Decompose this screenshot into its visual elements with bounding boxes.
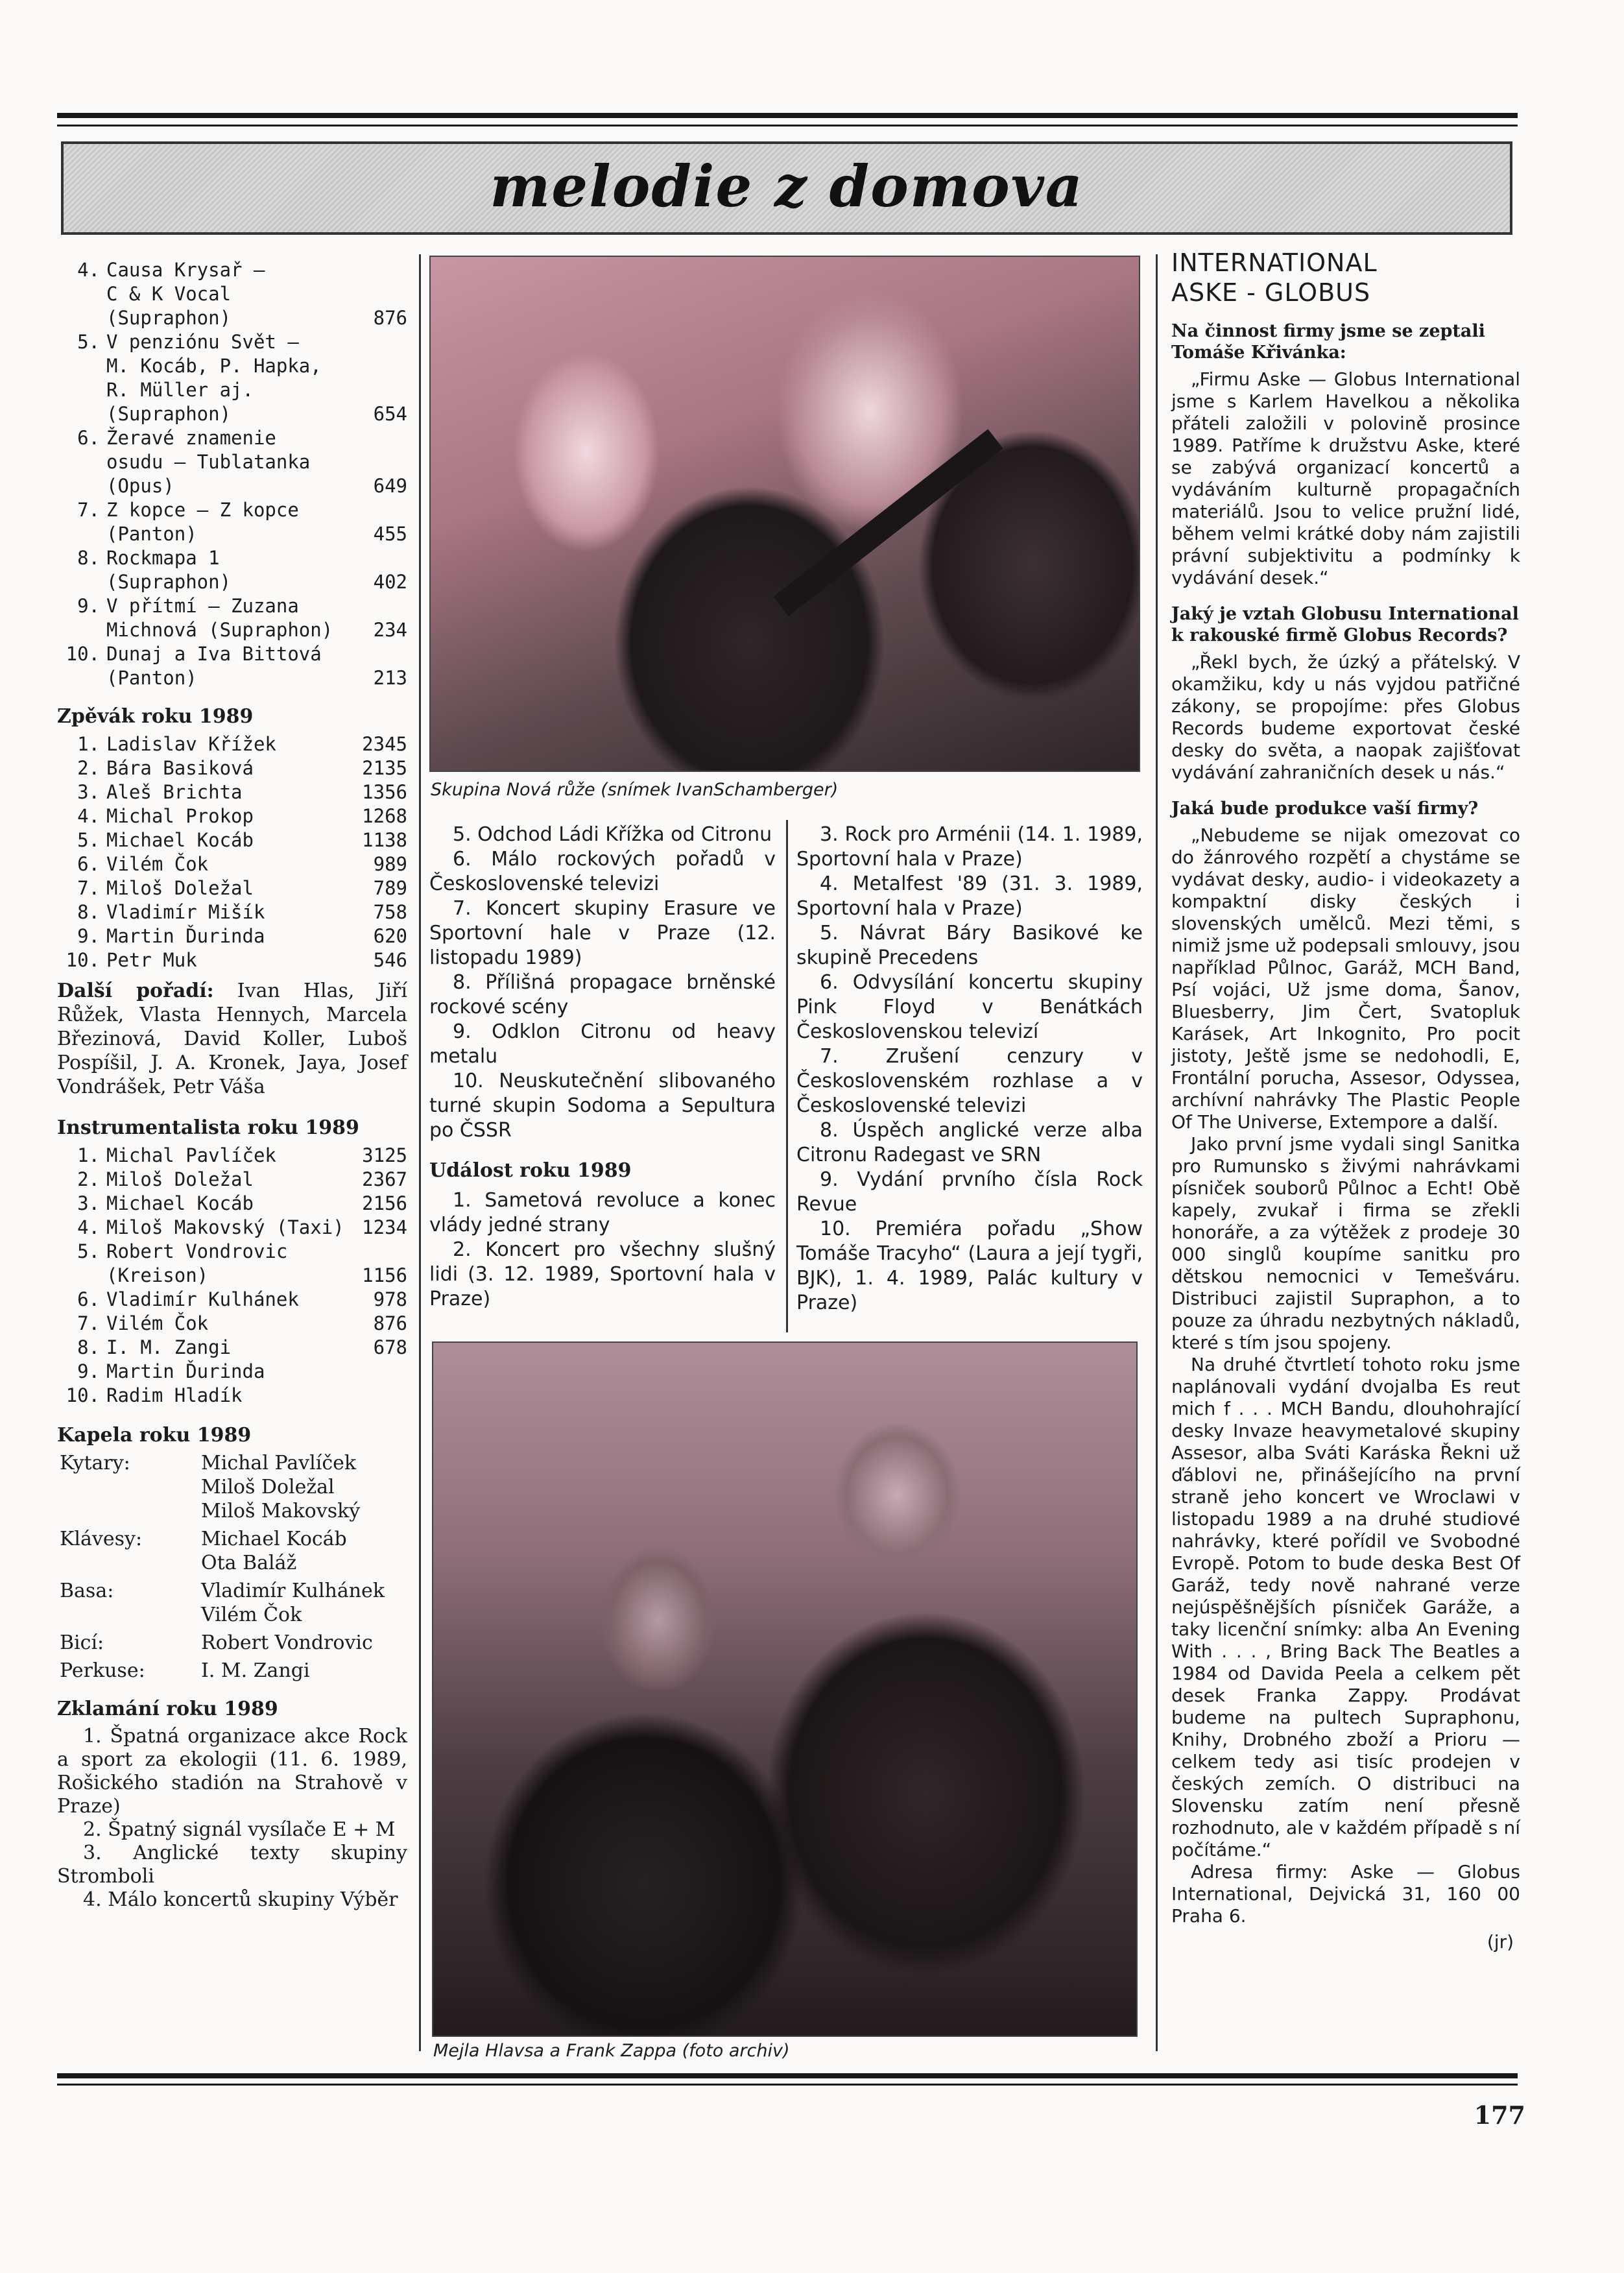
rank-number: 1. <box>77 733 100 755</box>
vote-count: 234 <box>373 619 407 641</box>
ranking-row <box>57 1144 407 1168</box>
artist-name: Michael Kocáb <box>106 1192 254 1214</box>
ranking-row <box>57 780 407 804</box>
event-heading: Událost roku 1989 <box>429 1159 632 1182</box>
banner-title: melodie z domova <box>490 152 1084 220</box>
band-row <box>57 1659 407 1683</box>
disappointment-item: 5. Odchod Ládi Křížka od Citronu <box>453 823 772 846</box>
vote-count: 455 <box>373 523 407 545</box>
column-separator <box>419 254 421 2051</box>
disappointment-item: 10. Neuskutečnění slibovaného turné skupin Sodoma a Sepultura po ČSSR <box>429 1070 776 1142</box>
album-line: C & K Vocal <box>106 283 232 305</box>
artist-name: Martin Ďurinda <box>106 925 265 947</box>
artist-name: Ladislav Křížek <box>106 733 276 755</box>
rank-number: 6. <box>77 853 100 875</box>
ranking-row <box>57 924 407 948</box>
bottom-rule-thick <box>57 2073 1518 2078</box>
disappointment-item: 9. Odklon Citronu od heavy metalu <box>429 1020 776 1068</box>
question-1: Na činnost firmy jsme se zeptali Tomáše Křivánka: <box>1171 321 1485 363</box>
ranking-row <box>57 1216 407 1240</box>
album-item <box>57 546 407 594</box>
rank-number: 6. <box>77 427 100 449</box>
artist-name: Vilém Čok <box>106 1312 209 1334</box>
album-line: (Panton) <box>106 667 197 689</box>
vote-count: 989 <box>373 853 407 875</box>
vote-count: 2367 <box>362 1168 407 1190</box>
rank-number: 10. <box>66 1384 100 1406</box>
disappointment-item: 7. Koncert skupiny Erasure ve Sportovní hale v Praze (12. listopadu 1989) <box>429 897 776 969</box>
album-item <box>57 330 407 426</box>
band-member: Michal Pavlíček <box>201 1452 357 1474</box>
band-heading: Kapela roku 1989 <box>57 1424 252 1447</box>
band-member: Vladimír Kulhánek <box>201 1580 385 1602</box>
interview-title-line2: ASKE - GLOBUS <box>1171 278 1371 307</box>
guitar-neck-shape <box>773 429 1003 616</box>
album-line: (Opus) <box>106 475 174 497</box>
event-list-cont <box>796 823 1143 1316</box>
ranking-row <box>57 1360 407 1384</box>
ranking-row <box>57 852 407 876</box>
band-member: Robert Vondrovic <box>201 1631 373 1654</box>
rank-number: 7. <box>77 877 100 899</box>
rank-number: 5. <box>77 1240 100 1262</box>
band-row <box>57 1579 407 1627</box>
band-members <box>201 1579 407 1627</box>
interview-column <box>1171 248 1520 1953</box>
event-item: 6. Odvysílání koncertu skupiny Pink Floyd v Benátkách Československou televizí <box>796 971 1143 1043</box>
event-item: 9. Vydání prvního čísla Rock Revue <box>796 1168 1143 1216</box>
rank-number: 4. <box>77 259 100 281</box>
vote-count: 978 <box>373 1288 407 1310</box>
vote-count: 758 <box>373 901 407 923</box>
album-line: Žeravé znamenie <box>106 427 276 449</box>
disappointment-item: 6. Málo rockových pořadů v Československé televizi <box>429 848 776 895</box>
artist-name: Miloš Makovský (Taxi) <box>106 1216 344 1238</box>
band-role: Kytary: <box>60 1452 130 1474</box>
mid-left-column <box>429 823 776 1312</box>
event-item: 10. Premiéra pořadu „Show Tomáše Tracyho“ (Laura a její tygři, BJK), 1. 4. 1989, Palác kultury v Praze) <box>796 1218 1143 1314</box>
answer-1: „Firmu Aske — Globus International jsme s Karlem Havelkou a několika přáteli založili v polovině prosince 1989. Patříme k družstvu Aske, které se zabývá organizací koncertů a vydáváním kulturně propagačních materiálů. Jsou to velice pružní lidé, během velmi krátké doby nám zajistili právní subjektivitu a podmínky k vydávání desek.“ <box>1171 368 1520 588</box>
question-3: Jaká bude produkce vaší firmy? <box>1171 799 1479 819</box>
rank-number: 8. <box>77 1336 100 1358</box>
band-role: Basa: <box>60 1580 114 1602</box>
band-member: Michael Kocáb <box>201 1528 347 1550</box>
disappointment-heading: Zklamání roku 1989 <box>57 1698 278 1720</box>
album-line: (Supraphon) <box>106 307 232 329</box>
vote-count: 1138 <box>362 829 407 851</box>
album-title <box>106 498 355 546</box>
event-item: 4. Metalfest '89 (31. 3. 1989, Sportovní hala v Praze) <box>796 872 1143 920</box>
artist-name: Robert Vondrovic (Kreison) <box>106 1240 288 1286</box>
vote-count: 620 <box>373 925 407 947</box>
band-row <box>57 1451 407 1523</box>
disappointment-item: 2. Špatný signál vysílače E + M <box>83 1818 396 1841</box>
singer-heading: Zpěvák roku 1989 <box>57 705 254 728</box>
others-label: Další pořadí: <box>57 980 214 1002</box>
vote-count: 654 <box>373 403 407 425</box>
answer-5: Na druhé čtvrtletí tohoto roku jsme naplánovali vydání dvojalba Es reut mich f . . . MCH Bandu, dlouhohrající desky Invaze heavymetalové skupiny Assesor, alba Sváti Karáska Řekni už ďáblovi ne, přinášejícího na první straně jeho koncert ve Wroclawi v listopadu 1989 a na druhé studiové nahrávky, které pořídil ve Svobodné Evropě. Potom to bude deska Best Of Garáž, tedy nově nahrané verze nejúspěšnějších písniček Garáže, a taky licenční snímky: alba An Evening With . . . , Bring Back The Beatles a 1984 od Davida Peela a celkem pět desek Franka Zappy. Prodávat budeme na pultech Supraphonu, Knihy, Drobného zboží a Prioru — celkem tedy asi tisíc prodejen v českých zemích. O distribuci na Slovensku zatím není přesně rozhodnuto, ale v každém případě s ní počítáme.“ <box>1171 1354 1520 1860</box>
photo-caption-2: Mejla Hlavsa a Frank Zappa (foto archiv) <box>433 2041 790 2061</box>
album-title <box>106 546 355 594</box>
album-item <box>57 258 407 330</box>
disappointment-list-cont <box>429 823 776 1143</box>
vote-count: 876 <box>373 1312 407 1334</box>
vote-count: 876 <box>373 307 407 329</box>
artist-name: Michal Prokop <box>106 805 254 827</box>
ranking-row <box>57 1384 407 1408</box>
band-lineup <box>57 1451 407 1683</box>
album-title <box>106 426 355 498</box>
album-title <box>106 330 355 426</box>
artist-name: Radim Hladík <box>106 1384 243 1406</box>
band-members <box>201 1527 407 1575</box>
vote-count: 2156 <box>362 1192 407 1214</box>
ranking-row <box>57 1192 407 1216</box>
answer-3: „Nebudeme se nijak omezovat co do žánrového rozpětí a chystáme se vydávat desky, audio- i videokazety a kompaktní disky českých i slovenských umělců. Mezi těmi, s nimiž jsme už podepsali smlouvy, jsou například Půlnoc, Garáž, MCH Band, Psí vojáci, Už jsme doma, Šanov, Bluesberry, Jim Čert, Svatopluk Karásek, Art Inkognito, Pro pocit jistoty, Ještě jsme se nedohodli, E, Frontální porucha, Assesor, Odyssea, archívní nahrávky The Plastic People Of The Universe, Extempore a další. <box>1171 824 1520 1133</box>
rank-number: 7. <box>77 499 100 521</box>
interview-title-line1: INTERNATIONAL <box>1171 248 1378 277</box>
ranking-row <box>57 900 407 924</box>
vote-count: 546 <box>373 949 407 971</box>
band-member: Miloš Makovský <box>201 1500 361 1522</box>
top-rule-thin <box>57 125 1518 126</box>
vote-count: 1268 <box>362 805 407 827</box>
album-line: R. Müller aj. <box>106 379 254 401</box>
band-members <box>201 1451 407 1523</box>
vote-count: 1156 <box>362 1264 407 1286</box>
album-line: (Supraphon) <box>106 571 232 593</box>
ranking-row <box>57 1336 407 1360</box>
band-members <box>201 1659 407 1683</box>
band-member: Ota Baláž <box>201 1552 297 1574</box>
disappointment-item: 8. Přílišná propagace brněnské rockové scény <box>429 971 776 1018</box>
artist-name: Michal Pavlíček <box>106 1144 276 1166</box>
ranking-row <box>57 1312 407 1336</box>
album-list <box>57 258 407 690</box>
ranking-row <box>57 1240 407 1288</box>
question-2: Jaký je vztah Globusu International k rakouské firmě Globus Records? <box>1171 604 1519 645</box>
album-line: Z kopce — Z kopce <box>106 499 299 521</box>
event-item: 3. Rock pro Arménii (14. 1. 1989, Sportovní hala v Praze) <box>796 823 1143 871</box>
album-line: Dunaj a Iva Bittová <box>106 643 322 665</box>
signature: (jr) <box>1487 1931 1514 1953</box>
section-banner <box>61 141 1512 235</box>
rank-number: 4. <box>77 805 100 827</box>
artist-name: Petr Muk <box>106 949 197 971</box>
disappointment-item: 3. Anglické texty skupiny Stromboli <box>57 1842 407 1888</box>
rank-number: 2. <box>77 1168 100 1190</box>
album-line: osudu — Tublatanka <box>106 451 311 473</box>
artist-name: Miloš Doležal <box>106 877 254 899</box>
album-line: V přítmí — Zuzana <box>106 595 299 617</box>
album-item <box>57 642 407 690</box>
event-item: 7. Zrušení cenzury v Československém rozhlase a v Československé televizi <box>796 1045 1143 1117</box>
rank-number: 8. <box>77 901 100 923</box>
instrumentalist-heading: Instrumentalista roku 1989 <box>57 1116 359 1139</box>
rank-number: 9. <box>77 595 100 617</box>
vote-count: 1234 <box>362 1216 407 1238</box>
artist-name: Aleš Brichta <box>106 781 243 803</box>
event-item: 8. Úspěch anglické verze alba Citronu Radegast ve SRN <box>796 1119 1143 1166</box>
answer-4: Jako první jsme vydali singl Sanitka pro Rumunsko s živými nahrávkami písniček souborů Půlnoc a Echt! Obě kapely, zvukař i firma se zřekli honoráře, a za výtěžek z prodeje 30 000 singlů koupíme sanitku pro dětskou nemocnici v Temešváru. Distribuci zajistil Supraphon, a to pouze za úhradu nezbytných nákladů, které s tím jsou spojeny. <box>1171 1133 1520 1353</box>
vote-count: 402 <box>373 571 407 593</box>
rank-number: 3. <box>77 781 100 803</box>
vote-count: 678 <box>373 1336 407 1358</box>
photo-nova-ruze <box>429 256 1140 772</box>
rank-number: 4. <box>77 1216 100 1238</box>
mid-right-column <box>796 823 1143 1316</box>
photo-hlavsa-zappa <box>432 1341 1138 2037</box>
event-item: 2. Koncert pro všechny slušný lidi (3. 12. 1989, Sportovní hala v Praze) <box>429 1238 776 1310</box>
event-item: 5. Návrat Báry Basikové ke skupině Precedens <box>796 922 1143 969</box>
rank-number: 9. <box>77 925 100 947</box>
vote-count: 1356 <box>362 781 407 803</box>
album-item <box>57 426 407 498</box>
interview-title <box>1171 248 1520 307</box>
artist-name: I. M. Zangi <box>106 1336 232 1358</box>
album-title <box>106 258 355 330</box>
disappointment-list <box>57 1725 407 1912</box>
band-role: Klávesy: <box>60 1528 143 1550</box>
rank-number: 5. <box>77 829 100 851</box>
ranking-row <box>57 756 407 780</box>
band-row <box>57 1527 407 1575</box>
column-separator <box>1156 254 1158 2051</box>
disappointment-item: 1. Špatná organizace akce Rock a sport za ekologii (11. 6. 1989, Rošického stadión na Strahově v Praze) <box>57 1725 407 1818</box>
vote-count: 2345 <box>362 733 407 755</box>
artist-name: Vladimír Kulhánek <box>106 1288 299 1310</box>
instrumentalist-list <box>57 1144 407 1408</box>
album-line: (Panton) <box>106 523 197 545</box>
rank-number: 1. <box>77 1144 100 1166</box>
ranking-row <box>57 828 407 852</box>
rank-number: 6. <box>77 1288 100 1310</box>
band-members <box>201 1631 407 1655</box>
page-number: 177 <box>1474 2100 1525 2130</box>
event-list <box>429 1188 776 1312</box>
album-line: Rockmapa 1 <box>106 547 220 569</box>
ranking-row <box>57 732 407 756</box>
top-rule-thick <box>57 113 1518 118</box>
vote-count: 3125 <box>362 1144 407 1166</box>
album-title <box>106 594 355 642</box>
photo-caption-1: Skupina Nová růže (snímek IvanSchamberger) <box>431 780 839 800</box>
event-item: 1. Sametová revoluce a konec vlády jedné strany <box>429 1189 776 1236</box>
vote-count: 213 <box>373 667 407 689</box>
album-line: (Supraphon) <box>106 403 232 425</box>
ranking-row <box>57 804 407 828</box>
vote-count: 2135 <box>362 757 407 779</box>
band-member: Vilém Čok <box>201 1604 302 1626</box>
album-item <box>57 498 407 546</box>
album-line: M. Kocáb, P. Hapka, <box>106 355 322 377</box>
rank-number: 8. <box>77 547 100 569</box>
rank-number: 7. <box>77 1312 100 1334</box>
album-line: Michnová (Supraphon) <box>106 619 333 641</box>
band-member: I. M. Zangi <box>201 1659 310 1682</box>
album-title <box>106 642 355 690</box>
album-line: Causa Krysař — <box>106 259 265 281</box>
album-line: V penziónu Svět — <box>106 331 299 353</box>
rank-number: 10. <box>66 949 100 971</box>
artist-name: Martin Ďurinda <box>106 1360 265 1382</box>
album-item <box>57 594 407 642</box>
others-text: Ivan Hlas, Jiří Růžek, Vlasta Hennych, Marcela Březinová, David Koller, Luboš Pospíšil, J. A. Kronek, Jaya, Josef Vondrášek, Petr Váša <box>57 980 407 1098</box>
vote-count: 789 <box>373 877 407 899</box>
artist-name: Bára Basiková <box>106 757 254 779</box>
rank-number: 3. <box>77 1192 100 1214</box>
rank-number: 9. <box>77 1360 100 1382</box>
band-role: Perkuse: <box>60 1659 145 1682</box>
artist-name: Vilém Čok <box>106 853 209 875</box>
ranking-row <box>57 948 407 972</box>
rank-number: 10. <box>66 643 100 665</box>
band-role: Bicí: <box>60 1631 104 1654</box>
band-row <box>57 1631 407 1655</box>
disappointment-item: 4. Málo koncertů skupiny Výběr <box>83 1888 398 1911</box>
column-separator <box>786 820 788 1332</box>
artist-name: Michael Kocáb <box>106 829 254 851</box>
answer-2: „Řekl bych, že úzký a přátelský. V okamžiku, kdy u nás vyjdou patřičné zákony, se propojíme: přes Globus Records budeme exportovat české desky do světa, a naopak zajišťovat vydávání zahraničních desek u nás.“ <box>1171 651 1520 783</box>
artist-name: Miloš Doležal <box>106 1168 254 1190</box>
ranking-row <box>57 1168 407 1192</box>
singer-list <box>57 732 407 972</box>
chart-column <box>57 258 407 1912</box>
rank-number: 5. <box>77 331 100 353</box>
artist-name: Vladimír Mišík <box>106 901 265 923</box>
vote-count: 649 <box>373 475 407 497</box>
ranking-row <box>57 1288 407 1312</box>
band-member: Miloš Doležal <box>201 1476 335 1498</box>
address: Adresa firmy: Aske — Globus International, Dejvická 31, 160 00 Praha 6. <box>1171 1861 1520 1927</box>
rank-number: 2. <box>77 757 100 779</box>
singer-others <box>57 979 407 1099</box>
bottom-rule-thin <box>57 2084 1518 2086</box>
ranking-row <box>57 876 407 900</box>
